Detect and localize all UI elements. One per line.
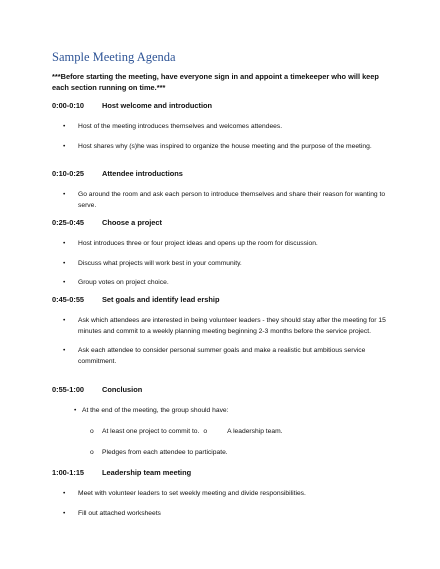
list-item: • Ask which attendees are interested in being volunteer leaders - they should stay after the meeting for 15 minutes and commit to a weekly planning meeting beginning 2-3 months before the service project. [63,317,386,335]
bullet-icon: • [74,407,77,414]
section-heading [52,468,412,478]
intro-note: ***Before starting the meeting, have everyone sign in and appoint a timekeeper who will keep each section running on time.*** [52,72,379,92]
section-title: Leadership team meeting [102,468,192,477]
circle-bullet-icon: o [90,448,94,456]
bullet-icon: • [63,317,66,324]
section-title: Attendee introductions [102,169,183,178]
bullet-icon: • [63,490,66,497]
agenda-section-leadership [52,468,412,519]
list-item: • Group votes on project choice. [52,278,388,289]
section-time: 1:00-1:15 [52,468,85,477]
bullet-icon: • [63,240,66,247]
agenda-section-conclusion [52,385,412,458]
section-heading [52,101,412,111]
section-title: Set goals and identify lead ership [102,295,220,304]
bullet-icon: • [63,509,66,517]
list-item: • Host introduces three or four project ideas and opens up the room for discussion. [52,239,388,250]
sub-list-item: o At least one project to commit to. o A leadership team. [90,427,283,435]
section-time: 0:55-1:00 [52,385,85,394]
section-heading [52,295,412,305]
section-heading [52,385,412,395]
section-heading [52,218,412,228]
bullet-icon: • [63,123,66,130]
bullet-icon: • [63,279,66,286]
list-item: • Host shares why (s)he was inspired to organize the house meeting and the purpose of the meeting. [52,142,388,153]
list-item: • Ask each attendee to consider personal summer goals and make a realistic but ambitious service commitment. [63,347,366,365]
section-heading [52,169,412,179]
bullet-icon: • [63,347,66,354]
section-title: Conclusion [102,385,143,394]
bullet-icon: • [63,191,66,198]
agenda-section-project [52,218,412,289]
list-item: • Host of the meeting introduces themselves and welcomes attendees. [52,122,388,133]
sub-list-item: o Pledges from each attendee to participate. [90,448,228,456]
circle-bullet-icon: o [203,427,208,435]
agenda-section-introductions [52,169,412,211]
section-time: 0:00-0:10 [52,101,85,110]
section-title: Host welcome and introduction [102,101,213,110]
bullet-icon: • [63,142,66,150]
bullet-icon: • [63,259,66,267]
section-time: 0:45-0:55 [52,295,85,304]
section-title: Choose a project [102,218,162,227]
section-time: 0:25-0:45 [52,218,85,227]
list-item: • Discuss what projects will work best in your community. [52,259,388,270]
list-item: • Go around the room and ask each person to introduce themselves and share their reason for wanting to serve. [63,191,386,209]
list-item: • Meet with volunteer leaders to set weekly meeting and divide responsibilities. [52,489,388,500]
agenda-section-goals [52,295,412,367]
section-time: 0:10-0:25 [52,169,85,178]
list-item: • At the end of the meeting, the group should have: [52,406,392,417]
circle-bullet-icon: o [90,427,94,435]
agenda-section-welcome [52,101,412,152]
list-item: • Fill out attached worksheets [52,509,388,520]
page-title: Sample Meeting Agenda [52,50,176,64]
